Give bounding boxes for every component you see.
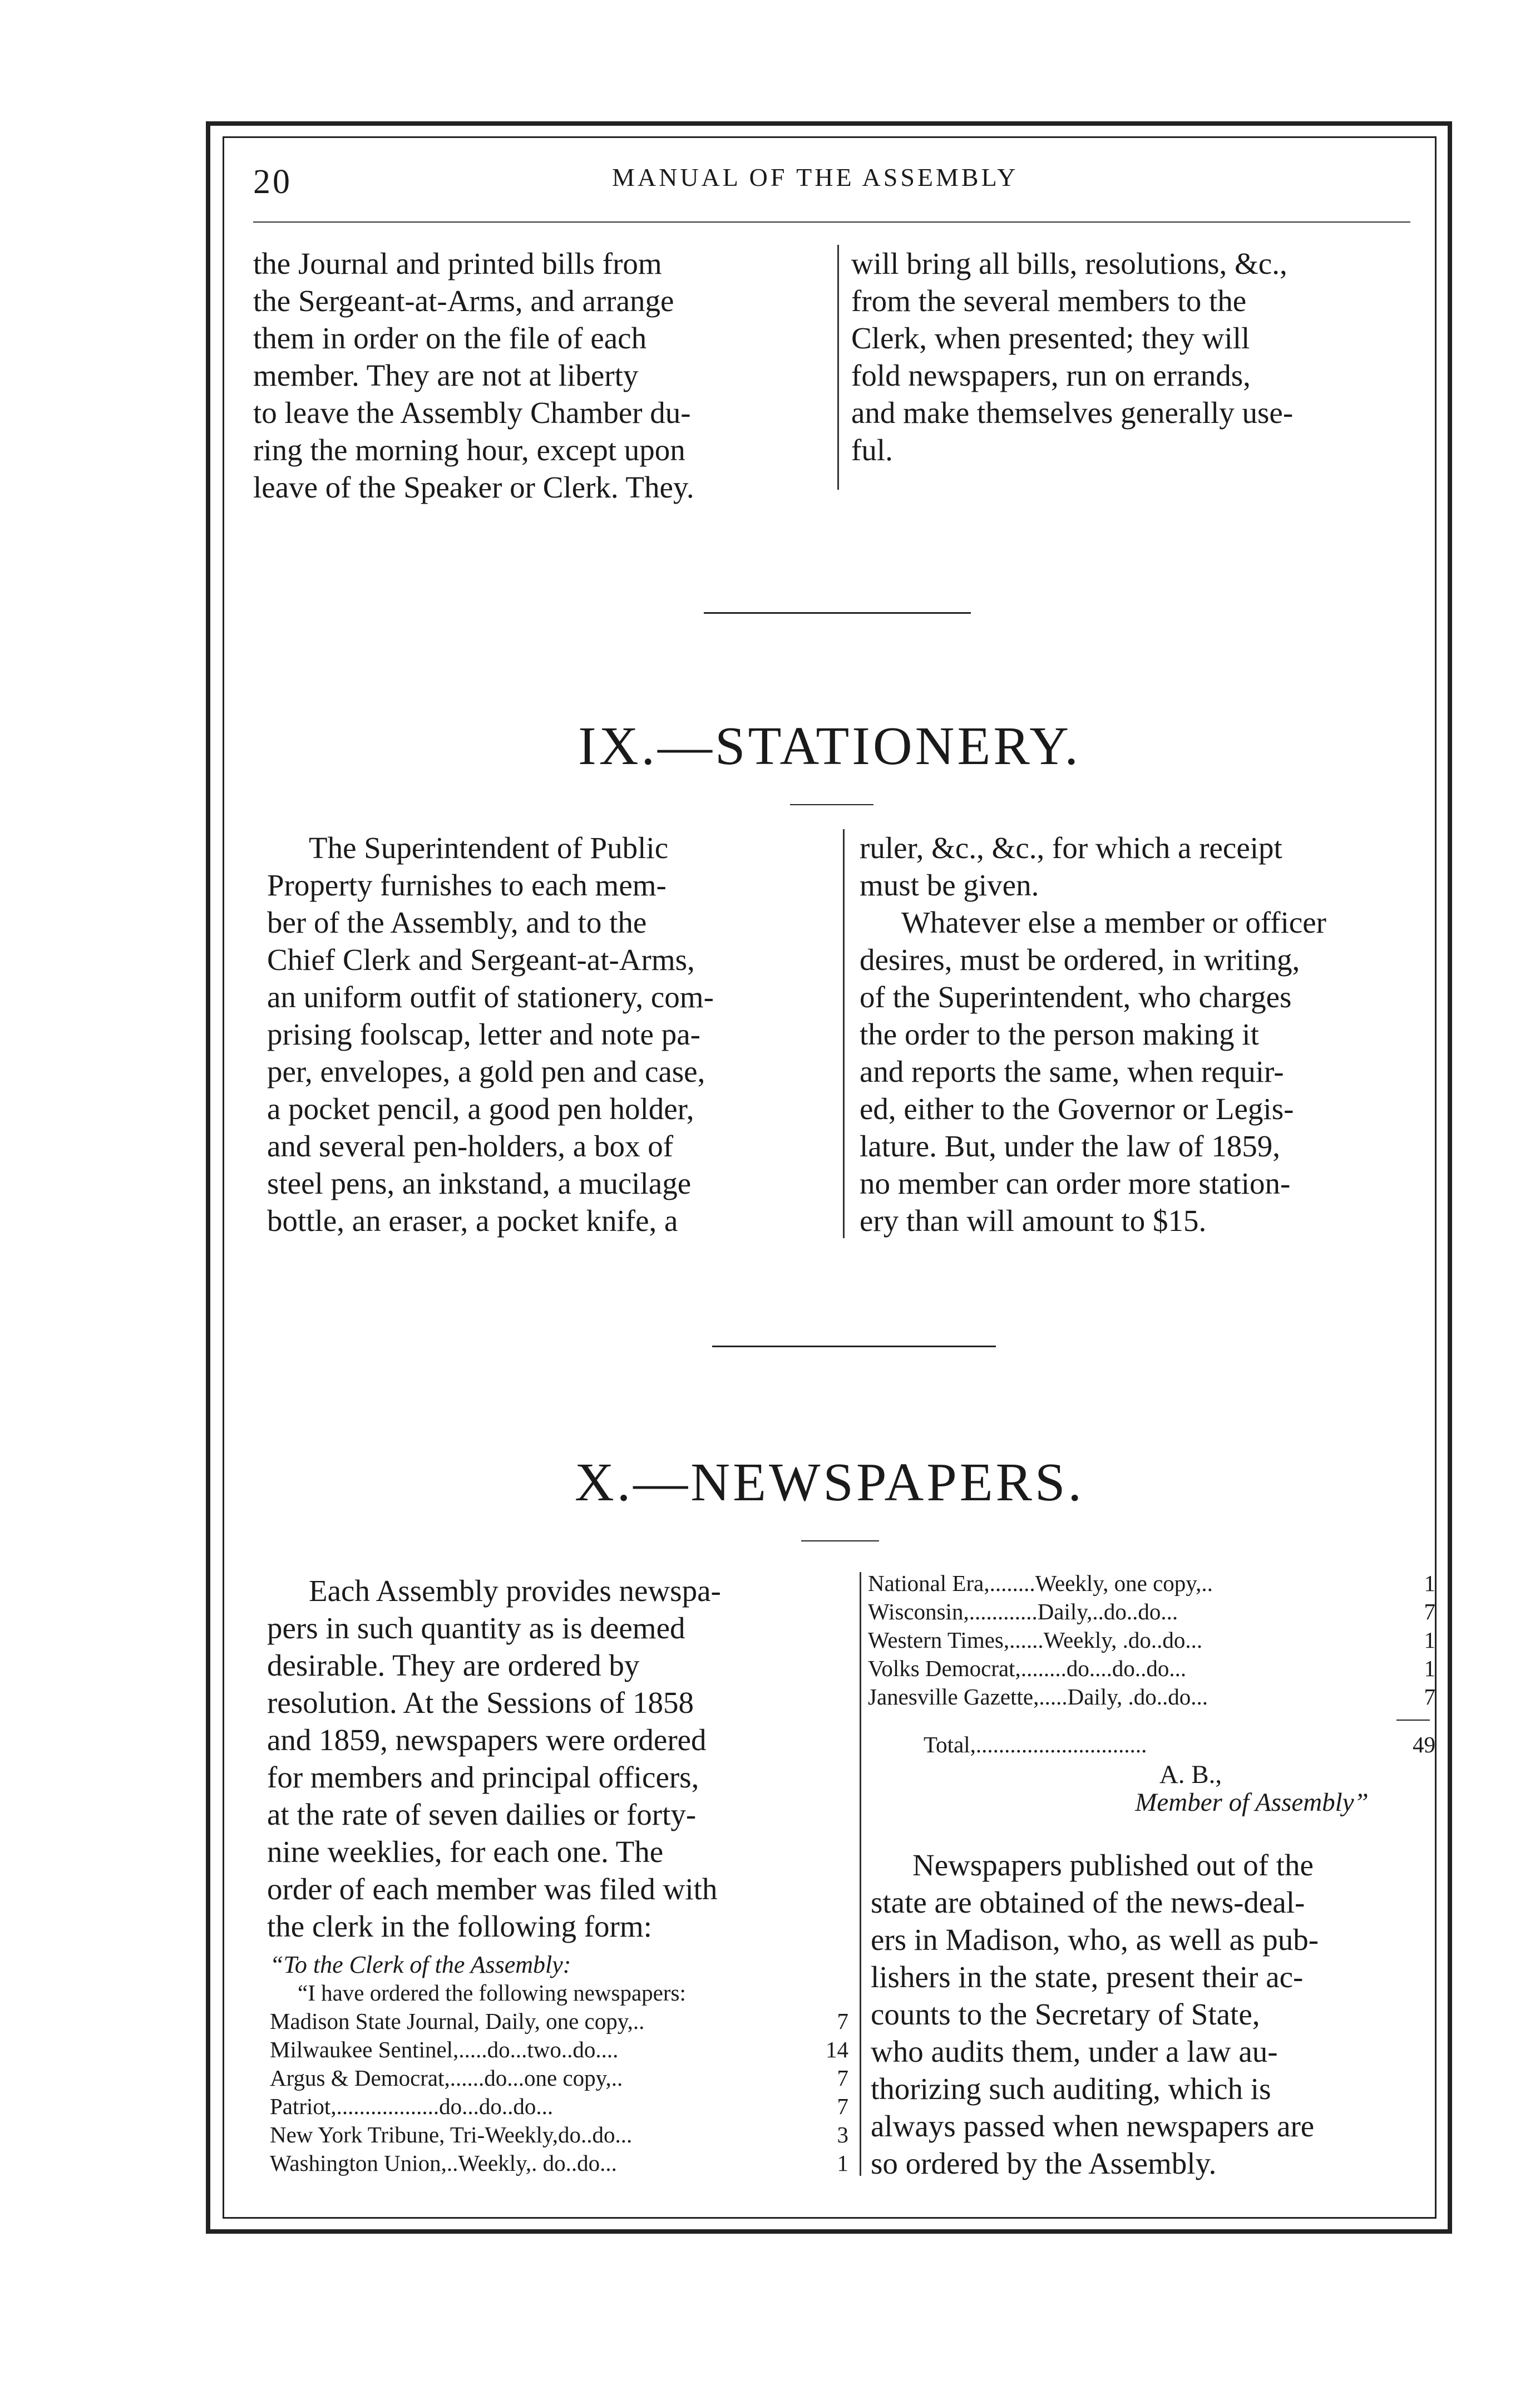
paper-name: New York Tribune, Tri-Weekly, xyxy=(270,2122,559,2147)
text-line: a pocket pencil, a good pen holder, xyxy=(267,1092,694,1126)
text-line: the clerk in the following form: xyxy=(267,1909,652,1943)
paper-name: Western Times, xyxy=(868,1627,1010,1653)
paper-count: 1 xyxy=(1424,1627,1435,1653)
list-item xyxy=(270,2092,848,2121)
column-divider xyxy=(837,245,839,490)
text-line: must be given. xyxy=(860,868,1039,902)
paper-count: 1 xyxy=(837,2150,848,2176)
leader-dots: do..do... xyxy=(558,2122,633,2147)
text-line: always passed when newspapers are xyxy=(871,2109,1315,2143)
section-separator xyxy=(712,1346,996,1347)
leader-dots: . do..do... xyxy=(531,2150,617,2176)
paper-count: 1 xyxy=(1424,1656,1435,1681)
text-line: lature. But, under the law of 1859, xyxy=(860,1129,1281,1163)
list-item xyxy=(868,1569,1435,1598)
text-line: no member can order more station- xyxy=(860,1166,1291,1200)
text-line: of the Superintendent, who charges xyxy=(860,980,1292,1014)
text-line: order of each member was filed with xyxy=(267,1872,718,1906)
leader-dots: ............Daily,..do..do... xyxy=(969,1599,1178,1624)
section-title-stationery: IX.—STATIONERY. xyxy=(578,716,1081,776)
text-line: for members and principal officers, xyxy=(267,1760,699,1794)
text-line: pers in such quantity as is deemed xyxy=(267,1611,685,1645)
intro-left-column xyxy=(253,245,823,506)
text-line: ruler, &c., &c., for which a receipt xyxy=(860,831,1282,865)
text-line: to leave the Assembly Chamber du- xyxy=(253,396,691,430)
section-separator xyxy=(704,612,971,614)
text-line: The Superintendent of Public xyxy=(309,831,669,865)
text-line: nine weeklies, for each one. The xyxy=(267,1835,664,1869)
total-value: 49 xyxy=(1413,1732,1435,1757)
list-item xyxy=(924,1731,1435,1759)
section-title-newspapers: X.—NEWSPAPERS. xyxy=(575,1452,1084,1513)
text-line: Each Assembly provides newspa- xyxy=(309,1574,721,1608)
text-line: so ordered by the Assembly. xyxy=(871,2146,1217,2180)
list-item xyxy=(270,2036,848,2064)
letter-salutation: “To the Clerk of the Assembly: xyxy=(270,1951,571,1978)
title-underline xyxy=(790,804,873,805)
list-item xyxy=(868,1598,1435,1626)
list-item xyxy=(270,2121,848,2149)
paper-name: Patriot, xyxy=(270,2093,337,2119)
signature-title: Member of Assembly” xyxy=(1135,1788,1369,1817)
column-divider xyxy=(843,829,845,1238)
letter-intro: “I have ordered the following newspapers: xyxy=(298,1980,686,2006)
text-line: Whatever else a member or officer xyxy=(901,905,1326,939)
text-line: bottle, an eraser, a pocket knife, a xyxy=(267,1204,678,1238)
title-underline xyxy=(801,1540,879,1541)
paper-count: 1 xyxy=(1424,1570,1435,1596)
text-line: counts to the Secretary of State, xyxy=(871,1997,1260,2031)
running-title: MANUAL OF THE ASSEMBLY xyxy=(612,163,1019,191)
text-line: per, envelopes, a gold pen and case, xyxy=(267,1055,705,1088)
text-line: ed, either to the Governor or Legis- xyxy=(860,1092,1294,1126)
text-line: them in order on the file of each xyxy=(253,321,647,355)
paper-name: Washington Union,..Weekly, xyxy=(270,2150,532,2176)
text-line: desirable. They are ordered by xyxy=(267,1648,640,1682)
paper-count: 7 xyxy=(1424,1599,1435,1624)
paper-name: Milwaukee Sentinel, xyxy=(270,2037,459,2062)
signature-name: A. B., xyxy=(1159,1760,1222,1789)
paper-name: Janesville Gazette, xyxy=(868,1684,1039,1710)
text-line: ery than will amount to $15. xyxy=(860,1204,1207,1238)
total-row xyxy=(924,1731,1435,1759)
text-line: ring the morning hour, except upon xyxy=(253,433,685,467)
text-line: state are obtained of the news-deal- xyxy=(871,1885,1305,1919)
stationery-right-column xyxy=(860,829,1433,1239)
paper-count: 7 xyxy=(837,2093,848,2119)
newspaper-order-list-right xyxy=(868,1569,1435,1711)
list-item xyxy=(270,2007,848,2036)
text-line: at the rate of seven dailies or forty- xyxy=(267,1797,697,1831)
paper-count: 7 xyxy=(837,2065,848,2091)
text-line: fold newspapers, run on errands, xyxy=(851,358,1251,392)
column-divider xyxy=(860,1572,861,2176)
text-line: lishers in the state, present their ac- xyxy=(871,1960,1304,1994)
leader-dots: ......Weekly, .do..do... xyxy=(1009,1627,1203,1653)
text-line: and make themselves generally use- xyxy=(851,396,1294,430)
paper-name: Madison State Journal, Daily, one copy, xyxy=(270,2008,633,2034)
text-line: who audits them, under a law au- xyxy=(871,2034,1278,2068)
newspapers-right-column xyxy=(871,1846,1433,2182)
leader-dots: ........do....do..do... xyxy=(1020,1656,1187,1681)
list-item xyxy=(868,1626,1435,1654)
list-item xyxy=(868,1654,1435,1683)
paper-count: 7 xyxy=(1424,1684,1435,1710)
leader-dots: ..................do...do..do... xyxy=(336,2093,554,2119)
paper-name: National Era, xyxy=(868,1570,990,1596)
text-line: Clerk, when presented; they will xyxy=(851,321,1250,355)
paper-name: Argus & Democrat, xyxy=(270,2065,450,2091)
text-line: steel pens, an inkstand, a mucilage xyxy=(267,1166,692,1200)
paper-name: Volks Democrat, xyxy=(868,1656,1021,1681)
text-line: desires, must be ordered, in writing, xyxy=(860,943,1300,977)
list-item xyxy=(270,2064,848,2092)
list-item xyxy=(270,2149,848,2178)
total-rule xyxy=(1396,1720,1430,1721)
text-line: ful. xyxy=(851,433,893,467)
leader-dots: ........Weekly, one copy,.. xyxy=(989,1570,1213,1596)
text-line: ers in Madison, who, as well as pub- xyxy=(871,1923,1319,1957)
newspapers-left-column xyxy=(267,1572,843,1945)
paper-count: 7 xyxy=(837,2008,848,2034)
newspaper-order-list-left xyxy=(270,1950,848,2178)
text-line: resolution. At the Sessions of 1858 xyxy=(267,1686,694,1720)
text-line: and 1859, newspapers were ordered xyxy=(267,1723,707,1757)
leader-dots: .....Daily, .do..do... xyxy=(1039,1684,1208,1710)
text-line: from the several members to the xyxy=(851,284,1247,318)
text-line: the Journal and printed bills from xyxy=(253,247,662,280)
leader-dots: ......do...one copy,.. xyxy=(450,2065,623,2091)
text-line: and reports the same, when requir- xyxy=(860,1055,1284,1088)
text-line: an uniform outfit of stationery, com- xyxy=(267,980,714,1014)
text-line: leave of the Speaker or Clerk. They. xyxy=(253,470,694,504)
paper-count: 3 xyxy=(837,2122,848,2147)
total-label: Total, xyxy=(924,1732,976,1757)
page-number: 20 xyxy=(253,163,292,201)
text-line: Chief Clerk and Sergeant-at-Arms, xyxy=(267,943,695,977)
list-item xyxy=(868,1683,1435,1711)
leader-dots: .............................. xyxy=(975,1732,1147,1757)
intro-right-column xyxy=(851,245,1424,469)
text-line: prising foolscap, letter and note pa- xyxy=(267,1017,700,1051)
text-line: Property furnishes to each mem- xyxy=(267,868,667,902)
text-line: thorizing such auditing, which is xyxy=(871,2072,1271,2106)
stationery-left-column xyxy=(267,829,835,1239)
paper-count: 14 xyxy=(826,2037,848,2062)
text-line: will bring all bills, resolutions, &c., xyxy=(851,247,1287,280)
paper-name: Wisconsin, xyxy=(868,1599,969,1624)
header-rule xyxy=(253,221,1410,223)
leader-dots: .....do...two..do.... xyxy=(458,2037,619,2062)
text-line: the Sergeant-at-Arms, and arrange xyxy=(253,284,674,318)
text-line: Newspapers published out of the xyxy=(912,1848,1314,1882)
text-line: the order to the person making it xyxy=(860,1017,1259,1051)
text-line: ber of the Assembly, and to the xyxy=(267,905,647,939)
text-line: member. They are not at liberty xyxy=(253,358,639,392)
text-line: and several pen-holders, a box of xyxy=(267,1129,674,1163)
leader-dots: .. xyxy=(633,2008,645,2034)
